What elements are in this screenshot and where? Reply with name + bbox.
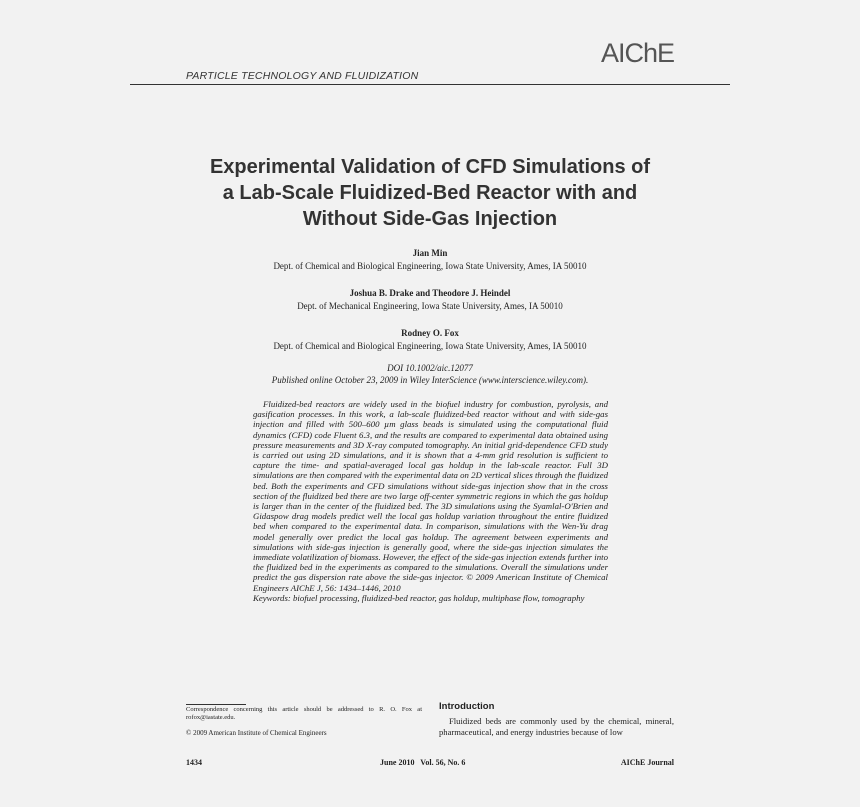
title-line-2: a Lab-Scale Fluidized-Bed Reactor with and xyxy=(222,182,638,204)
author-block-1 xyxy=(130,247,730,272)
abstract-body: Fluidized-bed reactors are widely used in the biofuel industry for combustion, pyrolysis, and gasification processes. In this work, a lab-scale fluidized-bed reactor without and with side-gas injection and filled with 500–600 µm glass beads is simulated using the computational fluid dynamics (CFD) code Fluent 6.3, and the results are compared to experimental data obtained using pressure measurements and 3D X-ray computed tomography. An initial grid-dependence CFD study is carried out using 2D simulations, and it is shown that a 4-mm grid resolution is sufficient to capture the time- and spatial-averaged local gas holdup in the lab-scale reactor. Full 3D simulations are then compared with the experimental data on 2D vertical slices through the fluidized bed. Both the experiments and CFD simulations without side-gas injection show that in the cross section of the fluidized bed there are two large off-center symmetric regions in which the gas holdup is larger than in the center of the fluidized bed. The 3D simulations using the Syamlal-O'Brien and Gidaspow drag models predict well the local gas holdup variation throughout the entire fluidized bed when compared to the experimental data. In comparison, simulations with the Wen-Yu drag model generally over predict the local gas holdup. The agreement between experiments and simulations with side-gas injection is generally good, where the side-gas injection simulates the immediate volatilization of biomass. However, the effect of the side-gas injection extends further into the fluidized bed in the experiments as compared to the simulations. Overall the simulations under predict the gas dispersion rate above the side-gas injector. © 2009 American Institute of Chemical Engineers AIChE J, 56: 1434–1446, 2010 xyxy=(253,399,608,593)
doi-block xyxy=(130,362,730,386)
author-block-3 xyxy=(130,327,730,352)
keywords: Keywords: biofuel processing, fluidized-bed reactor, gas holdup, multiphase flow, tomography xyxy=(253,592,585,603)
issue-info: June 2010 Vol. 56, No. 6 xyxy=(380,758,466,767)
article-title xyxy=(130,154,730,232)
header-rule xyxy=(130,84,730,85)
introduction-heading: Introduction xyxy=(439,701,495,712)
title-line-1: Experimental Validation of CFD Simulations of xyxy=(209,156,651,178)
correspondence-footnote: Correspondence concerning this article should be addressed to R. O. Fox at rofox@iastate.edu. xyxy=(186,706,422,721)
footnote-rule xyxy=(186,704,246,705)
title-line-3: Without Side-Gas Injection xyxy=(302,208,558,230)
journal-name: AIChE Journal xyxy=(620,758,674,767)
author-affiliation: Dept. of Chemical and Biological Engineering, Iowa State University, Ames, IA 50010 xyxy=(273,261,587,271)
copyright-note: © 2009 American Institute of Chemical Engineers xyxy=(186,729,327,737)
abstract xyxy=(253,399,608,603)
publication-note: Published online October 23, 2009 in Wiley InterScience (www.interscience.wiley.com). xyxy=(271,375,589,385)
section-label: PARTICLE TECHNOLOGY AND FLUIDIZATION xyxy=(186,70,419,82)
author-affiliation: Dept. of Mechanical Engineering, Iowa State University, Ames, IA 50010 xyxy=(297,301,563,311)
author-name: Jian Min xyxy=(412,248,448,258)
author-name: Joshua B. Drake and Theodore J. Heindel xyxy=(349,288,511,298)
author-name: Rodney O. Fox xyxy=(401,328,459,338)
doi: DOI 10.1002/aic.12077 xyxy=(387,363,473,373)
author-affiliation: Dept. of Chemical and Biological Engineering, Iowa State University, Ames, IA 50010 xyxy=(273,341,587,351)
author-block-2 xyxy=(130,287,730,312)
page-number: 1434 xyxy=(186,758,202,767)
introduction-text: Fluidized beds are commonly used by the chemical, mineral, pharmaceutical, and energy industries because of low xyxy=(439,716,674,737)
aiche-logo: AIChE xyxy=(600,38,674,68)
